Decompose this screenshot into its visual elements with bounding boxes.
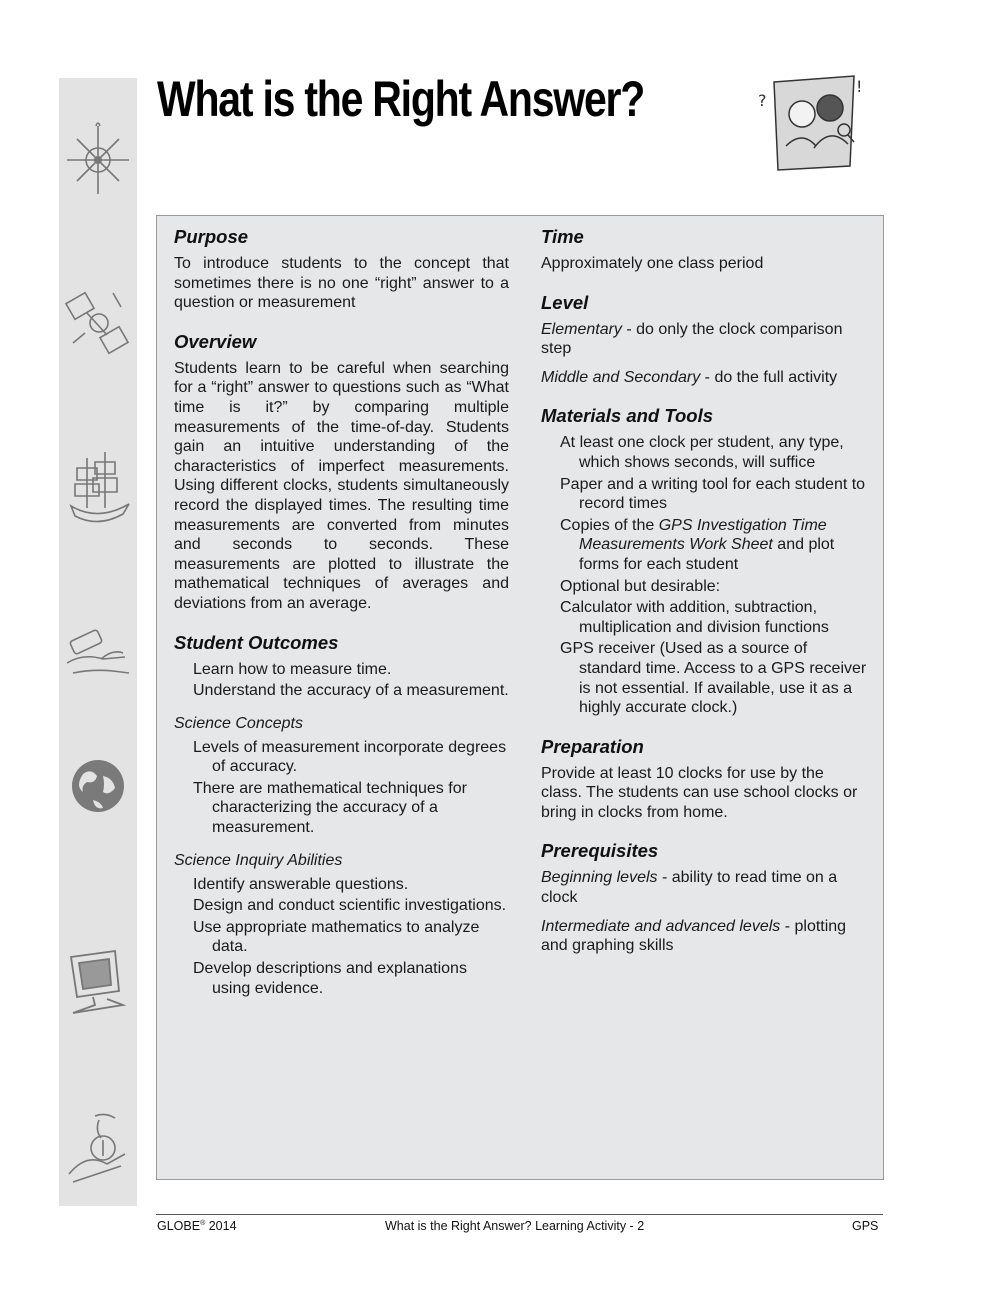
content-box xyxy=(156,215,884,1180)
purpose-heading: Purpose xyxy=(174,226,249,247)
svg-text:!: ! xyxy=(856,77,863,96)
preparation-heading: Preparation xyxy=(541,735,644,757)
left-column xyxy=(174,226,509,1016)
footer-year: 2014 xyxy=(205,1219,237,1233)
compass-rose-icon xyxy=(63,118,133,198)
list-item: Learn how to measure time. xyxy=(193,660,392,678)
purpose-section xyxy=(174,226,509,313)
list-item: Develop descriptions and explanations using evidence. xyxy=(193,960,467,997)
materials-item-pre: Copies of the xyxy=(560,516,659,534)
page-title: What is the Right Answer? xyxy=(157,71,645,127)
prerequisite-label: Intermediate and advanced levels xyxy=(541,917,781,935)
overview-section xyxy=(174,331,509,614)
sidebar xyxy=(59,78,137,1206)
hand-compass-icon xyxy=(63,1108,133,1188)
prerequisite-item xyxy=(541,917,869,956)
prerequisites-heading: Prerequisites xyxy=(541,840,659,862)
level-label: Middle and Secondary xyxy=(541,368,701,386)
list-item: Understand the accuracy of a measurement. xyxy=(193,682,509,700)
time-heading: Time xyxy=(541,226,584,247)
list-item: Calculator with addition, subtraction, multiplication and division functions xyxy=(560,599,829,636)
science-concepts-label: Science Concepts xyxy=(174,714,303,732)
list-item: Use appropriate mathematics to analyze data. xyxy=(193,918,480,956)
preparation-text: Provide at least 10 clocks for use by the class. The students can use school clocks or bring in clocks from home. xyxy=(541,764,858,821)
materials-list xyxy=(541,433,869,717)
prerequisites-section xyxy=(541,840,869,955)
right-column xyxy=(541,226,869,974)
registered-mark: ® xyxy=(200,1219,206,1227)
level-item xyxy=(541,320,869,359)
science-concepts-list xyxy=(174,738,509,838)
list-item xyxy=(560,516,869,575)
student-outcomes-heading: Student Outcomes xyxy=(174,631,339,653)
prerequisite-item xyxy=(541,868,869,907)
list-item: Paper and a writing tool for each student to record times xyxy=(560,475,866,513)
footer-left xyxy=(157,1219,237,1233)
hand-gps-receiver-icon xyxy=(63,613,133,693)
prerequisite-label: Beginning levels xyxy=(541,869,658,887)
level-heading: Level xyxy=(541,291,589,313)
level-text: - do only the clock comparison step xyxy=(541,320,843,358)
science-inquiry-list xyxy=(174,875,509,999)
level-item xyxy=(541,368,869,388)
overview-text: Students learn to be careful when searching for a “right” answer to questions such as “What time is it?” by comparing multiple measurements of the time-of-day. Students gain an intuitive understanding of the characteristics of imperfect measurements. Using different clocks, students simultaneously record the displayed times. The resulting time measurements are converted from minutes and seconds to seconds. These measurements are plotted to illustrate the mathematical techniques of averages and deviations from an average. xyxy=(174,359,509,612)
computer-monitor-icon xyxy=(63,943,133,1023)
materials-section xyxy=(541,405,869,717)
level-text: - do the full activity xyxy=(700,368,838,386)
footer-publisher: GLOBE xyxy=(157,1219,201,1233)
list-item: Levels of measurement incorporate degrees of accuracy. xyxy=(193,738,507,776)
list-item: GPS receiver (Used as a source of standard time. Access to a GPS receiver is not essential. If available, use it as a highly accurate clock.) xyxy=(560,640,867,717)
overview-heading: Overview xyxy=(174,330,257,352)
footer-rule xyxy=(156,1214,883,1215)
time-text: Approximately one class period xyxy=(541,255,764,272)
materials-item-post: and plot forms for each student xyxy=(579,536,835,573)
prerequisite-text: - ability to read time on a clock xyxy=(541,869,838,907)
outcomes-list xyxy=(174,660,509,701)
level-label: Elementary xyxy=(541,320,622,338)
purpose-text: To introduce students to the concept that sometimes there is no one “right” answer to a question or measurement xyxy=(174,255,509,312)
list-item: There are mathematical techniques for characterizing the accuracy of a measurement. xyxy=(193,779,467,837)
sailing-ship-icon xyxy=(63,448,133,528)
science-inquiry-label: Science Inquiry Abilities xyxy=(174,851,343,869)
preparation-section xyxy=(541,736,869,823)
materials-heading: Materials and Tools xyxy=(541,405,714,427)
worksheet-title: GPS Investigation Time Measurements Work Sheet xyxy=(579,516,827,554)
svg-text:?: ? xyxy=(758,91,767,110)
list-item: Optional but desirable: xyxy=(560,577,721,595)
globe-icon xyxy=(63,746,133,826)
list-item: Identify answerable questions. xyxy=(193,875,409,893)
prerequisite-text: - plotting and graphing skills xyxy=(541,917,847,955)
students-illustration xyxy=(752,72,870,172)
footer-center: What is the Right Answer? Learning Activity - 2 xyxy=(385,1219,645,1233)
satellite-icon xyxy=(63,283,133,363)
footer-right: GPS xyxy=(852,1219,879,1233)
time-section xyxy=(541,226,869,274)
list-item: Design and conduct scientific investigations. xyxy=(193,897,507,915)
level-section xyxy=(541,292,869,388)
list-item: At least one clock per student, any type, which shows seconds, will suffice xyxy=(560,434,844,471)
student-outcomes-section xyxy=(174,632,509,999)
